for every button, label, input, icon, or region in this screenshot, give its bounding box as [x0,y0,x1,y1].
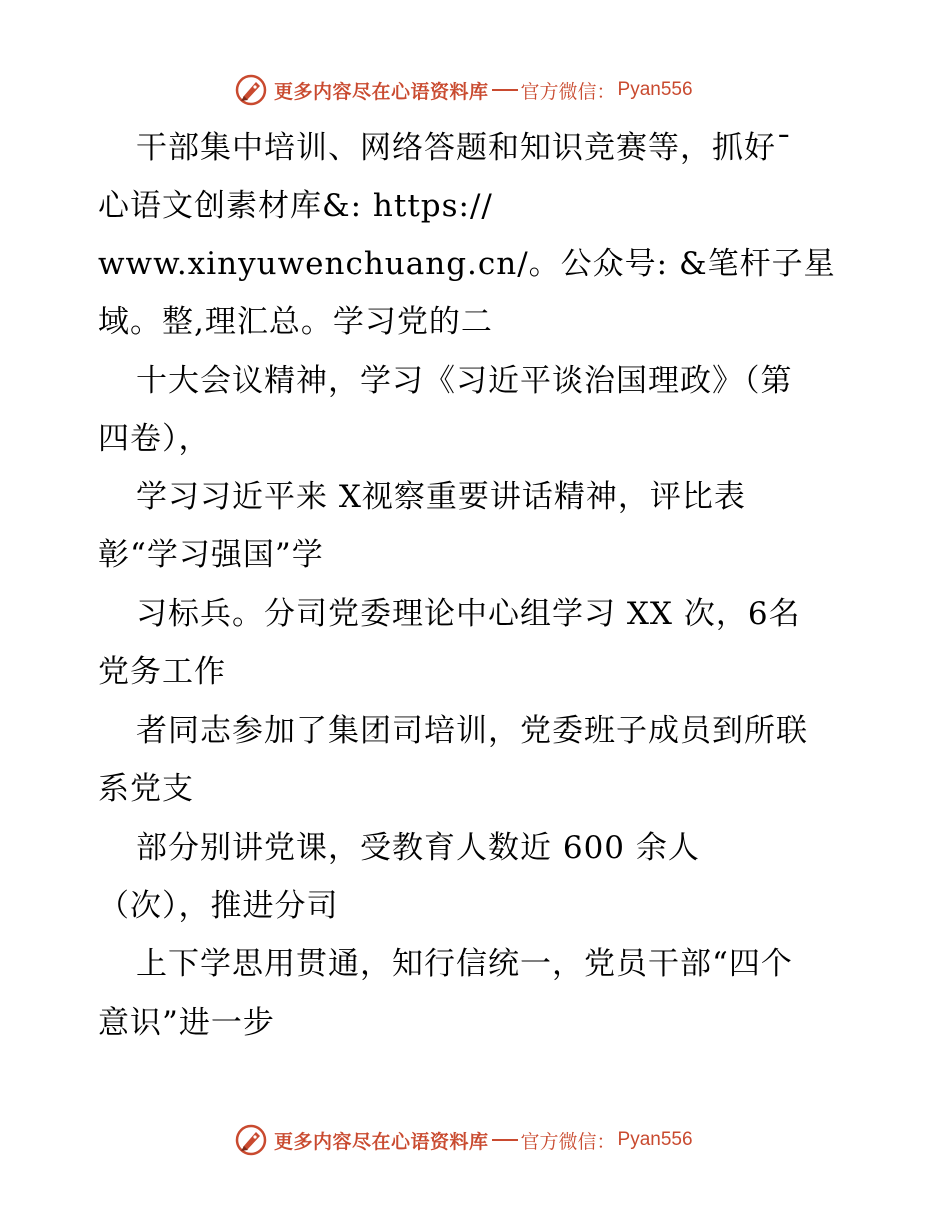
body-line-11: 者同志参加了集团司培训，党委班子成员到所联 [136,713,808,749]
body-line-7: 学习习近平来 X视察重要讲话精神，评比表 [136,479,746,515]
body-line-6: 四卷）， [98,421,211,457]
body-line-8: 彰“学习强国”学 [98,537,324,573]
body-line-14: （次），推进分司 [98,888,339,924]
body-line-1: 干部集中培训、网络答题和知识竞赛等，抓好¯ [136,130,793,166]
pen-nib-logo-icon [234,1123,268,1157]
footer-wechat-label: 官方微信： [520,1130,616,1153]
footer-wechat-account: Pyan556 [617,1129,693,1150]
body-line-2: 心语文创素材库&: https:// [98,188,493,224]
body-line-13: 部分别讲党课，受教育人数近 600 余人 [136,830,700,866]
header-wechat-account: Pyan556 [617,79,693,100]
header-dash [492,89,518,91]
body-line-9: 习标兵。分司党委理论中心组学习 XX 次，6名 [136,596,801,632]
body-line-12: 系党支 [98,771,194,807]
body-line-4: 域。整,理汇总。学习党的二 [98,304,493,340]
body-line-3: www.xinyuwenchuang.cn/。公众号: &笔杆子星 [98,246,836,282]
body-line-16: 意识”进一步 [98,1005,275,1041]
footer-banner [234,1122,693,1158]
body-line-5: 十大会议精神，学习《习近平谈治国理政》（第 [136,363,793,399]
header-wechat-label: 官方微信： [520,80,616,103]
body-line-10: 党务工作 [98,654,226,690]
header-site-text: 更多内容尽在心语资料库 [274,80,489,103]
footer-site-text: 更多内容尽在心语资料库 [274,1130,489,1153]
footer-dash [492,1139,518,1141]
body-line-15: 上下学思用贯通，知行信统一，党员干部“四个 [136,946,793,982]
header-banner [234,72,693,108]
pen-nib-logo-icon [234,73,268,107]
